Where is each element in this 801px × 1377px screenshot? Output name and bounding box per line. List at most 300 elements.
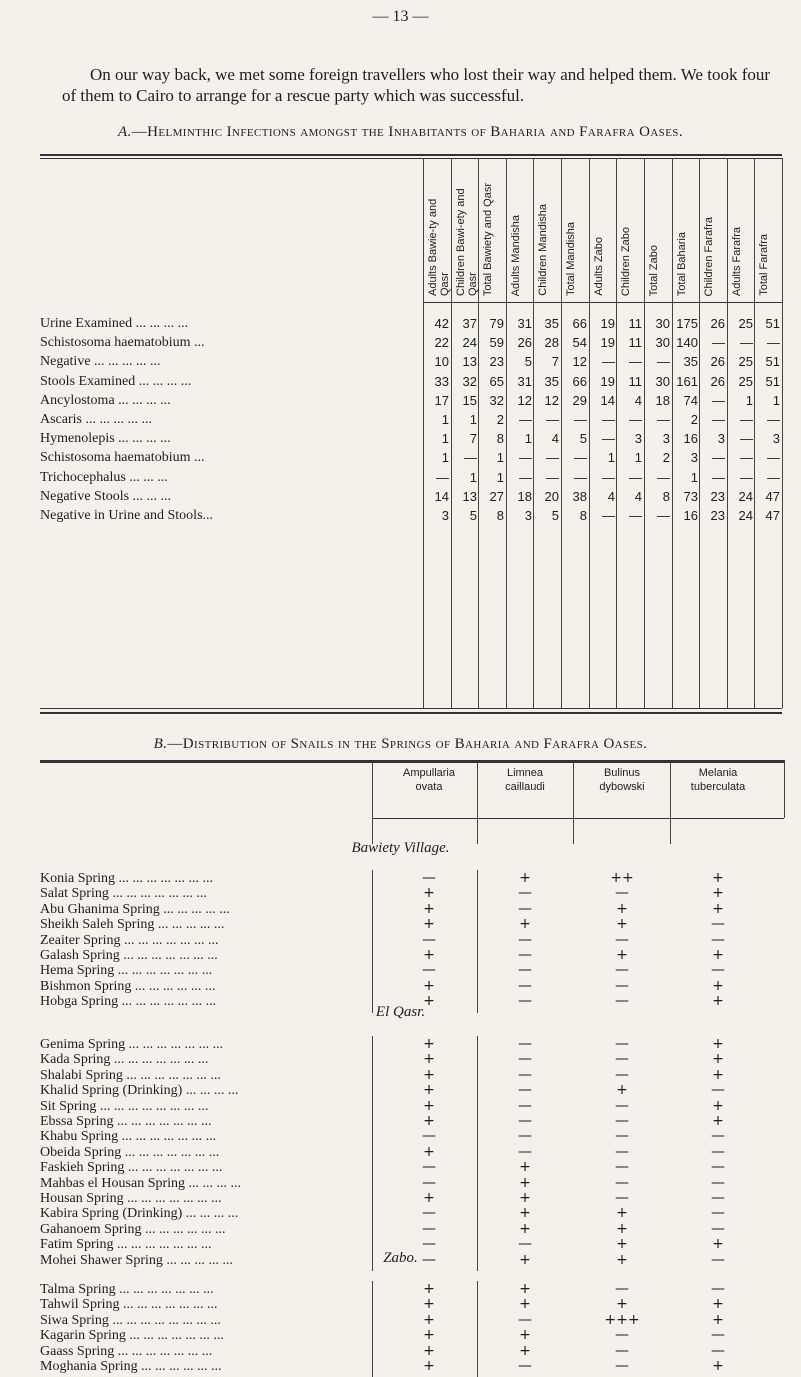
presence-mark: +	[616, 916, 628, 932]
table-cell: 19	[600, 316, 615, 331]
presence-mark: —	[615, 932, 629, 948]
table-cell: 13	[462, 489, 477, 504]
table-row	[40, 1205, 785, 1222]
presence-mark: +	[519, 1175, 531, 1191]
presence-mark: +	[712, 1036, 724, 1052]
table-cell: 54	[572, 335, 587, 350]
presence-mark: —	[711, 916, 725, 932]
table-cell: 12	[517, 393, 532, 408]
table-cell: 59	[489, 335, 504, 350]
presence-mark: +	[519, 1296, 531, 1312]
presence-mark: —	[422, 1159, 436, 1175]
table-cell: —	[602, 470, 615, 485]
column-header-label: Total Zabo	[648, 244, 660, 296]
table-cell: 38	[572, 489, 587, 504]
group-title: Bawiety Village.	[351, 840, 450, 856]
spring-name: Galash Spring ... ... ... ... ... ... ...	[40, 948, 218, 963]
presence-mark: +	[712, 870, 724, 886]
table-cell: —	[546, 450, 559, 465]
table-cell: —	[740, 412, 753, 427]
presence-mark: —	[615, 993, 629, 1009]
table-cell: 7	[551, 354, 559, 369]
table-cell: 73	[683, 489, 698, 504]
table-row	[40, 353, 782, 370]
column-header	[658, 766, 778, 794]
table-row	[40, 392, 782, 409]
presence-mark: —	[518, 1113, 532, 1129]
spring-name: Hema Spring ... ... ... ... ... ... ...	[40, 963, 213, 978]
presence-mark: +	[423, 901, 435, 917]
column-header-line1: Bulinus	[603, 767, 641, 779]
presence-mark: +	[519, 1205, 531, 1221]
table-cell: 3	[634, 431, 642, 446]
presence-mark: +	[712, 1236, 724, 1252]
column-header	[644, 176, 672, 296]
table-cell: 18	[655, 393, 670, 408]
spring-name: Kagarin Spring ... ... ... ... ... ... ...	[40, 1328, 224, 1343]
table-cell: 11	[628, 374, 642, 389]
page-number: — 13 —	[372, 8, 429, 25]
table-cell: —	[629, 412, 642, 427]
presence-mark: +	[616, 1296, 628, 1312]
table-cell: 1	[496, 450, 504, 465]
table-b-column-divider	[784, 762, 785, 818]
presence-mark: +	[423, 1358, 435, 1374]
table-cell: —	[519, 450, 532, 465]
table-cell: —	[740, 335, 753, 350]
column-header	[699, 176, 727, 296]
table-cell: 2	[496, 412, 504, 427]
table-cell: 23	[489, 354, 504, 369]
table-b-top-rule-2	[40, 762, 785, 763]
table-cell: 1	[607, 450, 615, 465]
presence-mark: +	[616, 901, 628, 917]
spring-name: Sheikh Saleh Spring ... ... ... ... ...	[40, 917, 225, 932]
column-header	[589, 176, 617, 296]
row-label: Urine Examined ... ... ... ...	[40, 316, 189, 331]
presence-mark: —	[615, 1327, 629, 1343]
table-cell: 11	[628, 335, 642, 350]
presence-mark: —	[518, 1144, 532, 1160]
presence-mark: —	[518, 1312, 532, 1328]
presence-mark: —	[518, 901, 532, 917]
presence-mark: +	[712, 993, 724, 1009]
table-cell: 16	[683, 431, 698, 446]
spring-name: Faskieh Spring ... ... ... ... ... ... ...	[40, 1160, 223, 1175]
table-row	[40, 916, 785, 933]
presence-mark: +	[519, 1221, 531, 1237]
spring-name: Gaass Spring ... ... ... ... ... ... ...	[40, 1344, 213, 1359]
table-cell: 13	[462, 354, 477, 369]
table-cell: 1	[469, 412, 477, 427]
column-header-line2: ovata	[415, 781, 443, 793]
row-label: Negative Stools ... ... ...	[40, 489, 172, 504]
table-cell: —	[519, 412, 532, 427]
table-cell: 32	[489, 393, 504, 408]
spring-name: Talma Spring ... ... ... ... ... ... ...	[40, 1282, 214, 1297]
table-cell: 14	[434, 489, 449, 504]
column-header-label: Adults Zabo	[593, 237, 605, 296]
presence-mark: —	[711, 1082, 725, 1098]
column-header-label: Total Bawiety and Qasr	[482, 182, 494, 296]
table-row	[40, 1327, 785, 1344]
presence-mark: +	[519, 1281, 531, 1297]
column-header	[672, 176, 700, 296]
spring-name: Kabira Spring (Drinking) ... ... ... ...	[40, 1206, 239, 1221]
presence-mark: +	[616, 1252, 628, 1268]
presence-mark: —	[711, 932, 725, 948]
presence-mark: +	[423, 978, 435, 994]
table-cell: —	[574, 470, 587, 485]
presence-mark: +	[423, 1098, 435, 1114]
presence-mark: —	[615, 1036, 629, 1052]
presence-mark: +	[423, 1327, 435, 1343]
table-cell: 161	[676, 374, 698, 389]
spring-name: Salat Spring ... ... ... ... ... ... ...	[40, 886, 207, 901]
table-row	[40, 1051, 785, 1068]
table-cell: 1	[690, 470, 698, 485]
spring-name: Gahanoem Spring ... ... ... ... ... ...	[40, 1222, 226, 1237]
presence-mark: —	[615, 1098, 629, 1114]
table-cell: 27	[489, 489, 504, 504]
table-cell: 30	[655, 374, 670, 389]
presence-mark: +	[712, 978, 724, 994]
presence-mark: —	[518, 1082, 532, 1098]
table-cell: —	[546, 470, 559, 485]
presence-mark: —	[711, 1327, 725, 1343]
table-cell: 74	[683, 393, 698, 408]
spring-name: Ebssa Spring ... ... ... ... ... ... ...	[40, 1114, 212, 1129]
presence-mark: +	[423, 1036, 435, 1052]
table-cell: 31	[517, 374, 532, 389]
table-cell: —	[602, 508, 615, 523]
presence-mark: +	[519, 870, 531, 886]
table-row	[40, 1296, 785, 1313]
column-header-label: Children Farafra	[703, 216, 715, 296]
table-cell: —	[629, 354, 642, 369]
table-cell: 47	[765, 508, 780, 523]
table-a-bottom-rule	[40, 708, 782, 709]
table-cell: 3	[717, 431, 725, 446]
column-header-label: Adults Mandisha	[510, 214, 522, 296]
table-cell: 35	[544, 374, 559, 389]
table-row	[40, 962, 785, 979]
column-header	[727, 176, 755, 296]
table-cell: —	[740, 470, 753, 485]
table-cell: 65	[489, 374, 504, 389]
table-row	[40, 449, 782, 466]
presence-mark: —	[711, 1343, 725, 1359]
presence-mark: —	[615, 1128, 629, 1144]
table-cell: 32	[462, 374, 477, 389]
presence-mark: —	[615, 1175, 629, 1191]
table-row	[40, 1358, 785, 1375]
presence-mark: —	[711, 1144, 725, 1160]
table-cell: 20	[544, 489, 559, 504]
column-header-label: Adults Bawie-ty and Qasr	[427, 198, 451, 296]
presence-mark: —	[518, 962, 532, 978]
table-row	[40, 373, 782, 390]
table-cell: 4	[634, 489, 642, 504]
presence-mark: +	[423, 1190, 435, 1206]
table-cell: 1	[772, 393, 780, 408]
table-cell: 24	[738, 489, 753, 504]
intro-paragraph: On our way back, we met some foreign travellers who lost their way and helped them. We took four of them to Cairo to arrange for a rescue party which was successful.	[62, 65, 771, 105]
table-cell: —	[436, 470, 449, 485]
presence-mark: —	[518, 1098, 532, 1114]
table-cell: 25	[738, 354, 753, 369]
table-cell: 3	[690, 450, 698, 465]
column-header-line1: Limnea	[506, 767, 544, 779]
presence-mark: —	[711, 1159, 725, 1175]
presence-mark: +	[423, 1281, 435, 1297]
table-cell: 66	[572, 374, 587, 389]
table-row	[40, 315, 782, 332]
presence-mark: —	[711, 962, 725, 978]
table-cell: 1	[441, 450, 449, 465]
spring-name: Obeida Spring ... ... ... ... ... ... ...	[40, 1145, 220, 1160]
spring-name: Hobga Spring ... ... ... ... ... ... ...	[40, 994, 217, 1009]
spring-name: Bishmon Spring ... ... ... ... ... ...	[40, 979, 216, 994]
spring-name: Genima Spring ... ... ... ... ... ... ...	[40, 1037, 224, 1052]
table-cell: 4	[551, 431, 559, 446]
table-cell: —	[740, 431, 753, 446]
presence-mark: +	[712, 1312, 724, 1328]
table-cell: 8	[496, 508, 504, 523]
spring-name: Fatim Spring ... ... ... ... ... ... ...	[40, 1237, 212, 1252]
table-cell: 37	[462, 316, 477, 331]
column-header-line1: Ampullaria	[403, 767, 455, 779]
table-cell: —	[712, 412, 725, 427]
spring-name: Mohei Shawer Spring ... ... ... ... ...	[40, 1253, 233, 1268]
table-cell: 12	[544, 393, 559, 408]
table-cell: 1	[634, 450, 642, 465]
presence-mark: +	[423, 1296, 435, 1312]
column-header-line2: caillaudi	[505, 781, 545, 793]
presence-mark: +	[423, 1067, 435, 1083]
presence-mark: —	[615, 1159, 629, 1175]
group-title: El Qasr.	[375, 1004, 426, 1020]
presence-mark: —	[422, 870, 436, 886]
presence-mark: +	[519, 1252, 531, 1268]
table-cell: 2	[690, 412, 698, 427]
row-label: Ascaris ... ... ... ... ...	[40, 412, 152, 427]
presence-mark: +	[712, 901, 724, 917]
row-label: Hymenolepis ... ... ... ...	[40, 431, 171, 446]
table-cell: 25	[738, 374, 753, 389]
presence-mark: +	[712, 1067, 724, 1083]
column-header	[451, 176, 479, 296]
table-cell: 15	[462, 393, 477, 408]
table-cell: 3	[772, 431, 780, 446]
table-cell: 4	[634, 393, 642, 408]
row-label: Negative ... ... ... ... ...	[40, 354, 161, 369]
table-cell: —	[657, 354, 670, 369]
table-cell: —	[574, 450, 587, 465]
presence-mark: +	[519, 1159, 531, 1175]
table-cell: 19	[600, 374, 615, 389]
column-header	[533, 176, 561, 296]
presence-mark: —	[615, 1190, 629, 1206]
row-label: Schistosoma haematobium ...	[40, 450, 205, 465]
presence-mark: ++	[610, 870, 634, 886]
table-cell: 35	[683, 354, 698, 369]
table-cell: —	[602, 412, 615, 427]
table-cell: 66	[572, 316, 587, 331]
row-label: Stools Examined ... ... ... ...	[40, 374, 192, 389]
column-header	[754, 176, 782, 296]
presence-mark: —	[422, 962, 436, 978]
table-cell: —	[464, 450, 477, 465]
table-cell: —	[767, 335, 780, 350]
presence-mark: —	[518, 1051, 532, 1067]
table-cell: —	[740, 450, 753, 465]
presence-mark: —	[615, 885, 629, 901]
table-row	[40, 411, 782, 428]
table-cell: 175	[676, 316, 698, 331]
spring-name: Zeaiter Spring ... ... ... ... ... ... ...	[40, 933, 219, 948]
table-cell: 35	[544, 316, 559, 331]
presence-mark: —	[422, 1221, 436, 1237]
table-cell: —	[712, 450, 725, 465]
table-cell: —	[767, 450, 780, 465]
presence-mark: —	[518, 978, 532, 994]
table-row	[40, 507, 782, 524]
presence-mark: +	[423, 1051, 435, 1067]
table-a-top-rule	[40, 154, 782, 156]
table-a-header-rule	[423, 302, 782, 303]
table-row	[40, 1082, 785, 1099]
table-row	[40, 885, 785, 902]
column-header-label: Total Farafra	[758, 234, 770, 296]
row-label: Ancylostoma ... ... ... ...	[40, 393, 171, 408]
table-cell: 18	[517, 489, 532, 504]
presence-mark: —	[422, 1175, 436, 1191]
presence-mark: —	[615, 1358, 629, 1374]
presence-mark: —	[518, 1036, 532, 1052]
presence-mark: —	[422, 1128, 436, 1144]
table-b-header-rule	[372, 818, 784, 819]
presence-mark: —	[711, 1252, 725, 1268]
presence-mark: —	[518, 1128, 532, 1144]
presence-mark: +	[423, 916, 435, 932]
spring-name: Tahwil Spring ... ... ... ... ... ... ...	[40, 1297, 218, 1312]
presence-mark: —	[518, 993, 532, 1009]
table-cell: —	[767, 470, 780, 485]
presence-mark: —	[615, 1144, 629, 1160]
presence-mark: +	[712, 1113, 724, 1129]
table-cell: —	[657, 470, 670, 485]
row-label: Schistosoma haematobium ...	[40, 335, 205, 350]
table-cell: 26	[710, 374, 725, 389]
column-header-label: Adults Farafra	[731, 226, 743, 296]
table-a-column-divider	[782, 158, 783, 708]
table-cell: 11	[628, 316, 642, 331]
table-cell: 1	[496, 470, 504, 485]
table-cell: 79	[489, 316, 504, 331]
presence-mark: +	[519, 1327, 531, 1343]
presence-mark: —	[711, 1281, 725, 1297]
table-cell: 1	[441, 412, 449, 427]
table-cell: 5	[524, 354, 532, 369]
table-cell: —	[546, 412, 559, 427]
column-header-label: Children Bawi-ety and Qasr	[455, 188, 479, 296]
presence-mark: +	[712, 947, 724, 963]
table-cell: 8	[579, 508, 587, 523]
presence-mark: +	[519, 916, 531, 932]
presence-mark: —	[711, 1221, 725, 1237]
presence-mark: —	[711, 1128, 725, 1144]
table-cell: 8	[662, 489, 670, 504]
table-cell: 1	[441, 431, 449, 446]
table-cell: 23	[710, 489, 725, 504]
table-cell: 25	[738, 316, 753, 331]
table-cell: —	[657, 508, 670, 523]
spring-name: Housan Spring ... ... ... ... ... ... ...	[40, 1191, 222, 1206]
table-cell: —	[629, 470, 642, 485]
presence-mark: +	[423, 1082, 435, 1098]
presence-mark: +	[712, 1358, 724, 1374]
presence-mark: +	[616, 1236, 628, 1252]
table-cell: —	[657, 412, 670, 427]
table-cell: 4	[607, 489, 615, 504]
table-cell: —	[712, 393, 725, 408]
presence-mark: +	[616, 1082, 628, 1098]
table-cell: —	[767, 412, 780, 427]
presence-mark: +	[423, 1312, 435, 1328]
presence-mark: —	[518, 1358, 532, 1374]
table-cell: 30	[655, 335, 670, 350]
table-cell: 140	[676, 335, 698, 350]
presence-mark: —	[615, 1067, 629, 1083]
table-row	[40, 334, 782, 351]
presence-mark: +	[519, 1343, 531, 1359]
table-cell: 1	[524, 431, 532, 446]
presence-mark: —	[711, 1190, 725, 1206]
presence-mark: +	[423, 885, 435, 901]
presence-mark: —	[711, 1175, 725, 1191]
table-cell: 16	[683, 508, 698, 523]
table-cell: —	[712, 335, 725, 350]
column-header-label: Total Baharia	[676, 231, 688, 296]
table-cell: 22	[434, 335, 449, 350]
row-label: Trichocephalus ... ... ...	[40, 470, 168, 485]
table-cell: 26	[710, 354, 725, 369]
table-cell: 23	[710, 508, 725, 523]
table-row	[40, 469, 782, 486]
table-cell: 51	[765, 354, 780, 369]
column-header	[561, 176, 589, 296]
column-header-label: Children Zabo	[620, 226, 632, 296]
presence-mark: +	[616, 1221, 628, 1237]
presence-mark: —	[711, 1205, 725, 1221]
table-cell: 1	[745, 393, 753, 408]
presence-mark: +	[423, 993, 435, 1009]
presence-mark: —	[518, 885, 532, 901]
table-b-title	[0, 736, 801, 753]
presence-mark: +++	[604, 1312, 640, 1328]
table-a-title-text: —Helminthic Infections amongst the Inhabitants of Baharia and Farafra Oases.	[131, 124, 683, 140]
table-cell: 24	[738, 508, 753, 523]
presence-mark: +	[423, 1144, 435, 1160]
presence-mark: +	[423, 1343, 435, 1359]
presence-mark: +	[423, 1113, 435, 1129]
column-header-label: Children Mandisha	[537, 204, 549, 296]
column-header-label: Total Mandisha	[565, 222, 577, 296]
table-row	[40, 1128, 785, 1145]
table-cell: 3	[662, 431, 670, 446]
spring-name: Mahbas el Housan Spring ... ... ... ...	[40, 1176, 242, 1191]
